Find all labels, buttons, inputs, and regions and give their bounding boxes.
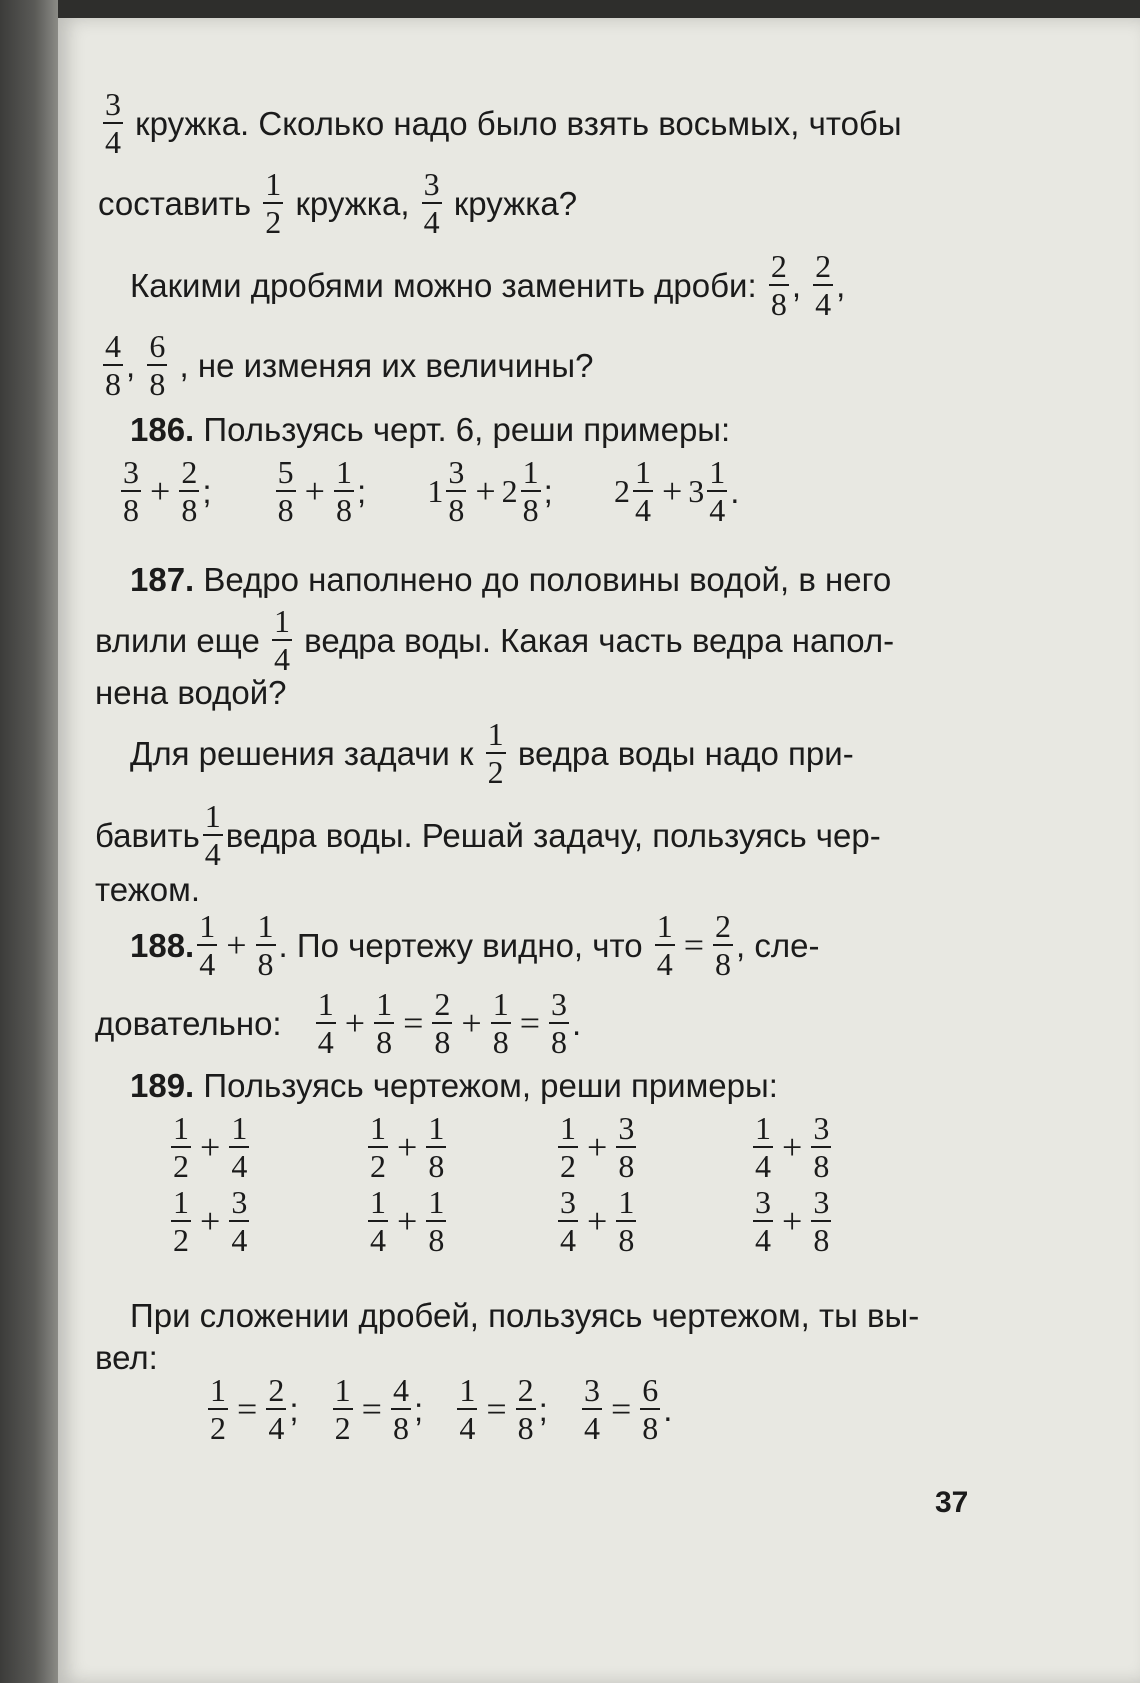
text: тежом. (95, 870, 201, 908)
fraction: $\frac{1}{4}$ (755, 1110, 771, 1184)
exercise-187-line-3 (95, 673, 287, 709)
fraction: $\frac{1}{4}$ (656, 908, 673, 982)
whole-number: 3 (688, 473, 705, 509)
solution-line-2 (95, 800, 881, 870)
text: кружка, (295, 184, 410, 222)
text: кружка? (453, 184, 578, 222)
fraction: $\frac{1}{2}$ (560, 1110, 576, 1184)
fraction: $\frac{3}{4}$ (105, 86, 121, 160)
fraction: $\frac{1}{4}$ (273, 603, 290, 677)
fraction: $\frac{3}{4}$ (423, 166, 440, 240)
fraction: $\frac{1}{2}$ (173, 1184, 189, 1258)
exercise-189-title (130, 1066, 778, 1102)
example (168, 1112, 252, 1182)
semicolon: ; (538, 1390, 548, 1428)
exercise-number: 188. (130, 926, 195, 964)
text: Пользуясь черт. 6, реши примеры: (203, 410, 731, 448)
exercise-number: 189. (130, 1066, 195, 1104)
fraction: $\frac{2}{4}$ (815, 248, 832, 322)
example (555, 1186, 639, 1256)
text: Для решения задачи к (130, 734, 474, 772)
fraction: $\frac{1}{8}$ (428, 1110, 445, 1184)
plus-sign: + (344, 1003, 366, 1043)
fraction: $\frac{1}{8}$ (335, 454, 352, 528)
equals-sign: = (486, 1389, 507, 1429)
exercise-187-line-2 (95, 605, 894, 675)
semicolon: ; (202, 472, 212, 510)
plus-sign: + (226, 925, 247, 965)
line-3 (130, 250, 845, 320)
whole-number: 1 (427, 473, 444, 509)
plus-sign: + (782, 1201, 803, 1241)
text: вел: (95, 1338, 158, 1376)
plus-sign: + (782, 1127, 803, 1167)
fraction: $\frac{3}{8}$ (123, 454, 139, 528)
line-1 (100, 88, 902, 158)
fraction: $\frac{1}{4}$ (204, 798, 221, 872)
plus-sign: + (475, 471, 496, 511)
plus-sign: + (587, 1201, 608, 1241)
plus-sign: + (200, 1201, 221, 1241)
fraction: $\frac{4}{8}$ (392, 1372, 409, 1446)
comma: , (791, 266, 801, 304)
period: . (663, 1390, 673, 1428)
text: Ведро наполнено до половины водой, в него (203, 560, 892, 598)
fraction: $\frac{1}{4}$ (231, 1110, 248, 1184)
example (750, 1112, 834, 1182)
fraction: $\frac{2}{8}$ (715, 908, 732, 982)
semicolon: ; (356, 472, 367, 510)
plus-sign: + (150, 471, 171, 511)
page-number: 37 (935, 1486, 969, 1519)
exercise-188-line-2 (95, 988, 581, 1058)
fraction: $\frac{1}{4}$ (317, 986, 334, 1060)
fraction: $\frac{1}{8}$ (428, 1184, 445, 1258)
comma: , (126, 346, 136, 384)
conclusion-line-1 (130, 1296, 919, 1332)
fraction: $\frac{1}{8}$ (492, 986, 509, 1060)
plus-sign: + (661, 471, 683, 511)
fraction: $\frac{1}{4}$ (199, 908, 216, 982)
fraction: $\frac{1}{4}$ (709, 454, 726, 528)
fraction: $\frac{1}{2}$ (487, 716, 504, 790)
solution-line-3 (95, 870, 200, 906)
exercise-186-examples (118, 456, 739, 526)
fraction: $\frac{1}{8}$ (257, 908, 274, 982)
fraction: $\frac{1}{4}$ (370, 1184, 386, 1258)
plus-sign: + (461, 1003, 482, 1043)
period: . (730, 472, 740, 510)
text: нена водой? (95, 673, 287, 711)
solution-line-1 (130, 718, 854, 788)
plus-sign: + (397, 1201, 418, 1241)
fraction: $\frac{1}{2}$ (370, 1110, 386, 1184)
fraction: $\frac{5}{8}$ (277, 454, 294, 528)
conclusion-line-2 (95, 1338, 158, 1374)
fraction: $\frac{2}{8}$ (181, 454, 198, 528)
text: Какими дробями можно заменить дроби: (130, 266, 757, 304)
fraction: $\frac{6}{8}$ (642, 1372, 659, 1446)
fraction: $\frac{3}{8}$ (813, 1184, 830, 1258)
text: , сле- (736, 926, 820, 964)
comma: , (836, 266, 846, 304)
text: ведра воды надо при- (517, 734, 854, 772)
fraction: $\frac{1}{8}$ (376, 986, 393, 1060)
semicolon: ; (413, 1390, 424, 1428)
fraction: $\frac{1}{2}$ (265, 166, 282, 240)
plus-sign: + (397, 1127, 418, 1167)
equals-sign: = (237, 1389, 258, 1429)
fraction: $\frac{1}{2}$ (210, 1372, 226, 1446)
whole-number: 2 (613, 473, 630, 509)
text: ведра воды. Какая часть ведра напол- (304, 621, 895, 659)
fraction: $\frac{3}{4}$ (231, 1184, 248, 1258)
fraction: $\frac{3}{8}$ (813, 1110, 830, 1184)
fraction: $\frac{3}{4}$ (583, 1372, 600, 1446)
equals-sign: = (403, 1003, 424, 1043)
fraction: $\frac{1}{2}$ (173, 1110, 189, 1184)
line-2 (98, 168, 577, 238)
semicolon: ; (289, 1390, 299, 1428)
equals-sign: = (519, 1003, 541, 1043)
line-4 (100, 330, 593, 400)
text: влили еще (95, 621, 260, 659)
fraction: $\frac{3}{8}$ (551, 986, 568, 1060)
plus-sign: + (304, 471, 325, 511)
text: , не изменяя их величины? (179, 346, 594, 384)
equals-sign: = (361, 1389, 382, 1429)
fraction: $\frac{3}{8}$ (448, 454, 465, 528)
fraction: $\frac{1}{4}$ (634, 454, 651, 528)
example (365, 1186, 449, 1256)
text: составить (98, 184, 252, 222)
fraction: $\frac{3}{4}$ (755, 1184, 771, 1258)
fraction: $\frac{2}{8}$ (770, 248, 787, 322)
equals-sign: = (683, 925, 705, 965)
whole-number: 2 (501, 473, 518, 509)
fraction: $\frac{3}{4}$ (560, 1184, 576, 1258)
exercise-188-line-1 (130, 910, 819, 980)
fraction: $\frac{3}{8}$ (618, 1110, 635, 1184)
text: При сложении дробей, пользуясь чертежом, ты вы- (130, 1296, 920, 1334)
text: ведра воды. Решай задачу, пользуясь чер- (225, 816, 881, 854)
exercise-186-title (130, 410, 730, 446)
text: бавить (95, 816, 200, 854)
scan-top-edge (0, 0, 1140, 18)
period: . (572, 1004, 582, 1042)
plus-sign: + (587, 1127, 608, 1167)
text: . По чертежу видно, что (278, 926, 643, 964)
plus-sign: + (200, 1127, 221, 1167)
example (168, 1186, 252, 1256)
conclusion-equalities (205, 1374, 672, 1444)
example (365, 1112, 449, 1182)
book-spine (0, 0, 58, 1683)
fraction: $\frac{1}{4}$ (459, 1372, 476, 1446)
fraction: $\frac{2}{8}$ (434, 986, 451, 1060)
text: довательно: (95, 1004, 282, 1042)
example (750, 1186, 834, 1256)
fraction: $\frac{6}{8}$ (149, 328, 166, 402)
text: Пользуясь чертежом, реши примеры: (203, 1066, 778, 1104)
exercise-187-line-1 (130, 560, 891, 596)
example (555, 1112, 639, 1182)
exercise-number: 187. (130, 560, 195, 598)
fraction: $\frac{1}{8}$ (522, 454, 539, 528)
exercise-number: 186. (130, 410, 195, 448)
equals-sign: = (610, 1389, 632, 1429)
fraction: $\frac{2}{8}$ (517, 1372, 534, 1446)
text: кружка. Сколько надо было взять восьмых, чтобы (135, 104, 902, 142)
semicolon: ; (543, 472, 553, 510)
fraction: $\frac{2}{4}$ (268, 1372, 285, 1446)
fraction: $\frac{1}{2}$ (334, 1372, 351, 1446)
fraction: $\frac{1}{8}$ (618, 1184, 635, 1258)
fraction: $\frac{4}{8}$ (105, 328, 121, 402)
